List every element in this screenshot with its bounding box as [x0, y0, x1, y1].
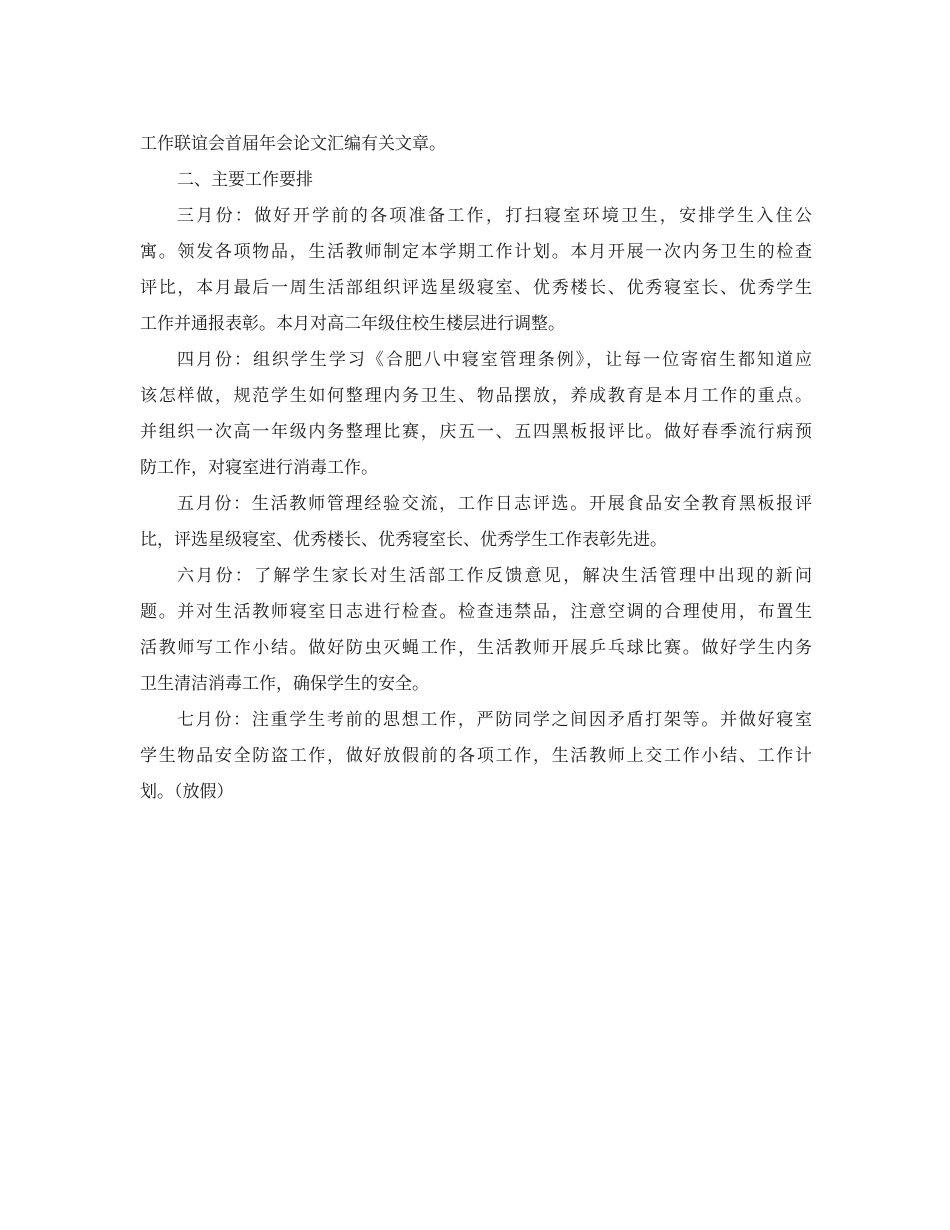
text-line: 卫生清洁消毒工作，确保学生的安全。 [140, 674, 429, 694]
text-line: 四月份：组织学生学习《合肥八中寝室管理条例》，让每一位寄宿生都知道应 [177, 350, 812, 370]
text-line: 工作并通报表彰。本月对高二年级住校生楼层进行调整。 [140, 314, 565, 334]
text-line: 三月份：做好开学前的各项准备工作，打扫寝室环境卫生，安排学生入住公 [177, 206, 812, 226]
text-line: 学生物品安全防盗工作，做好放假前的各项工作，生活教师上交工作小结、工作计 [140, 746, 812, 766]
text-line: 题。并对生活教师寝室日志进行检查。检查违禁品，注意空调的合理使用，布置生 [140, 602, 812, 622]
text-line: 评比，本月最后一周生活部组织评选星级寝室、优秀楼长、优秀寝室长、优秀学生 [140, 278, 812, 298]
text-line: 划。（放假） [140, 782, 234, 802]
text-line: 七月份：注重学生考前的思想工作，严防同学之间因矛盾打架等。并做好寝室 [177, 710, 812, 730]
document-body [140, 126, 812, 810]
text-line: 防工作，对寝室进行消毒工作。 [140, 458, 378, 478]
text-line: 寓。领发各项物品，生活教师制定本学期工作计划。本月开展一次内务卫生的检查 [140, 242, 812, 262]
text-line: 并组织一次高一年级内务整理比赛，庆五一、五四黑板报评比。做好春季流行病预 [140, 422, 812, 442]
text-line: 活教师写工作小结。做好防虫灭蝇工作，生活教师开展乒乓球比赛。做好学生内务 [140, 638, 812, 658]
text-line: 比，评选星级寝室、优秀楼长、优秀寝室长、优秀学生工作表彰先进。 [140, 530, 667, 550]
section-heading: 二、主要工作要排 [177, 170, 313, 190]
text-line: 该怎样做，规范学生如何整理内务卫生、物品摆放，养成教育是本月工作的重点。 [140, 386, 812, 406]
text-line: 六月份：了解学生家长对生活部工作反馈意见，解决生活管理中出现的新问 [177, 566, 812, 586]
text-line: 五月份：生活教师管理经验交流，工作日志评选。开展食品安全教育黑板报评 [177, 494, 812, 514]
text-line: 工作联谊会首届年会论文汇编有关文章。 [140, 134, 446, 154]
